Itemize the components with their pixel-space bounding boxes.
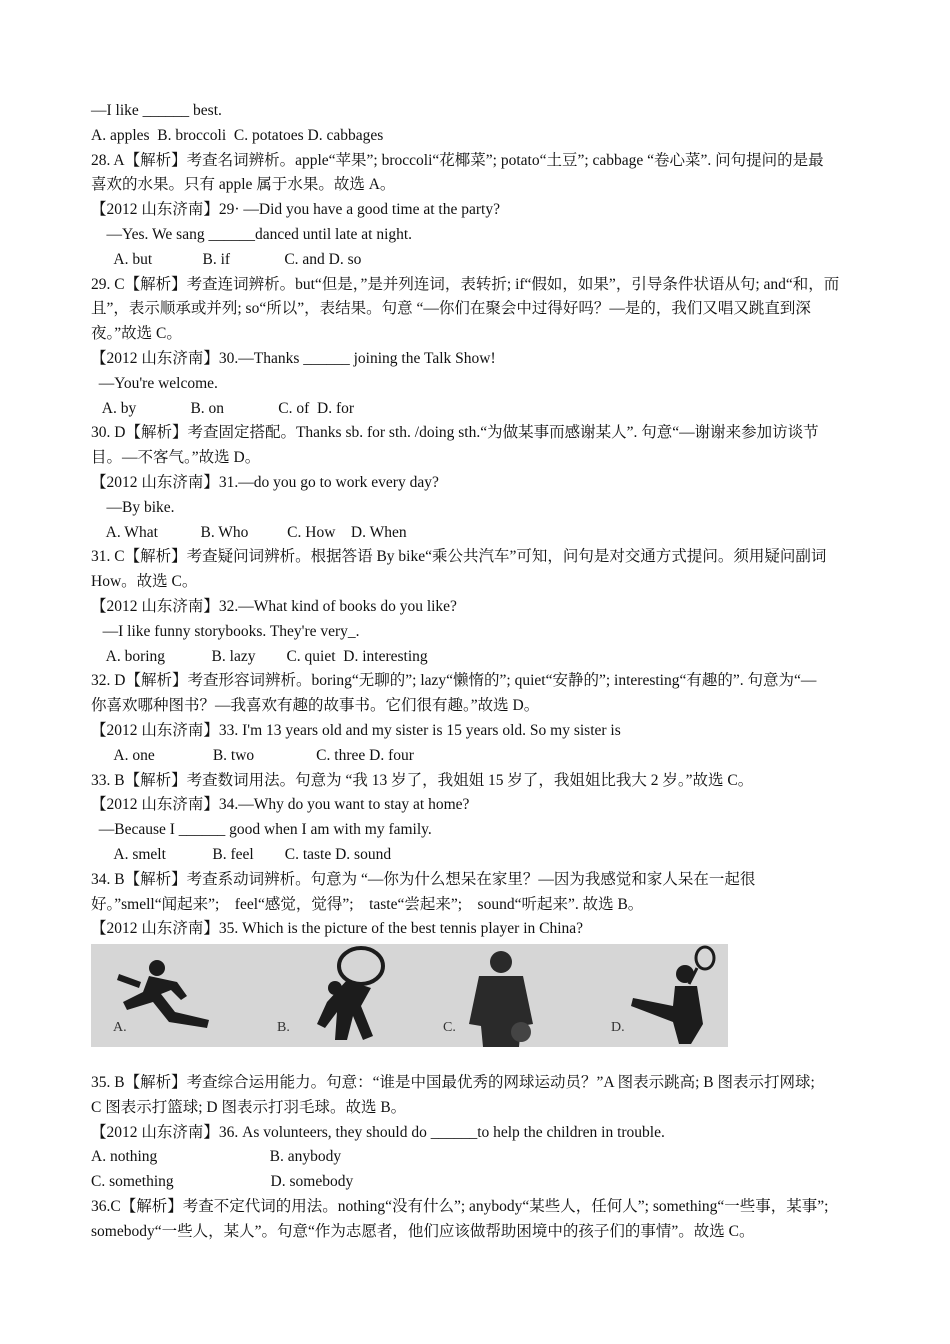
question-line: 【2012 山东济南】35. Which is the picture of the best tennis player in China? bbox=[91, 920, 584, 938]
text-line: —Because I ______ good when I am with my family. bbox=[91, 821, 432, 839]
figure-label-b: B. bbox=[277, 1020, 290, 1036]
options-line: C. something D. somebody bbox=[91, 1173, 354, 1191]
figure-label-d: D. bbox=[611, 1020, 625, 1036]
text-line: 35. B【解析】考查综合运用能力。句意：“谁是中国最优秀的网球运动员？”A 图表示跳高; B 图表示打网球; bbox=[91, 1074, 815, 1092]
text-line: —I like ______ best. bbox=[91, 102, 222, 119]
figure-label-c: C. bbox=[443, 1020, 456, 1036]
text-line: 你喜欢哪种图书？—我喜欢有趣的故事书。它们很有趣。”故选 D。 bbox=[91, 697, 540, 715]
options-line: A. but B. if C. and D. so bbox=[91, 250, 362, 268]
spacer bbox=[91, 1047, 866, 1071]
text-line: 目。—不客气。”故选 D。 bbox=[91, 449, 261, 467]
sports-picture-figure bbox=[91, 944, 728, 1047]
options-line: A. one B. two C. three D. four bbox=[91, 746, 414, 764]
text-line: 36.C【解析】考查不定代词的用法。nothing“没有什么”; anybody“某些人，任何人”; something“一些事，某事”; bbox=[91, 1198, 829, 1216]
text-line: 30. D【解析】考查固定搭配。Thanks sb. for sth. /doing sth.“为做某事而感谢某人”. 句意“—谢谢来参加访谈节 bbox=[91, 424, 819, 442]
question-line: 【2012 山东济南】29· —Did you have a good time at the party? bbox=[91, 201, 500, 219]
options-line: A. nothing B. anybody bbox=[91, 1148, 342, 1166]
text-line: 32. D【解析】考查形容词辨析。boring“无聊的”; lazy“懒惰的”; quiet“安静的”; interesting“有趣的”. 句意为“— bbox=[91, 672, 817, 690]
document-body bbox=[91, 99, 866, 1245]
question-line: 【2012 山东济南】36. As volunteers, they should do ______to help the children in trouble. bbox=[91, 1123, 665, 1141]
question-line: 【2012 山东济南】31.—do you go to work every day? bbox=[91, 473, 439, 491]
text-line: 夜。”故选 C。 bbox=[91, 325, 182, 343]
question-line: 【2012 山东济南】33. I'm 13 years old and my sister is 15 years old. So my sister is bbox=[91, 721, 621, 739]
text-line: 喜欢的水果。只有 apple 属于水果。故选 A。 bbox=[91, 176, 396, 194]
text-line: C 图表示打篮球; D 图表示打羽毛球。故选 B。 bbox=[91, 1098, 407, 1116]
question-line: 【2012 山东济南】30.—Thanks ______ joining the Talk Show! bbox=[91, 349, 496, 367]
text-line: 且”，表示顺承或并列; so“所以”，表结果。句意 “—你们在聚会中过得好吗？—是的，我们又唱又跳直到深 bbox=[91, 300, 811, 318]
text-line: 28. A【解析】考查名词辨析。apple“苹果”; broccoli“花椰菜”; potato“土豆”; cabbage “卷心菜”. 问句提问的是最 bbox=[91, 151, 824, 169]
question-line: 【2012 山东济南】32.—What kind of books do you like? bbox=[91, 597, 457, 615]
text-line: 29. C【解析】考查连词辨析。but“但是，”是并列连词，表转折; if“假如，如果”，引导条件状语从句; and“和，而 bbox=[91, 275, 840, 293]
text-line: How。故选 C。 bbox=[91, 573, 198, 591]
options-line: A. smelt B. feel C. taste D. sound bbox=[91, 845, 392, 863]
text-line: 31. C【解析】考查疑问词辨析。根据答语 By bike“乘公共汽车”可知，问句是对交通方式提问。须用疑问副词 bbox=[91, 548, 827, 566]
figure-label-a: A. bbox=[113, 1020, 127, 1036]
text-line: —Yes. We sang ______danced until late at night. bbox=[91, 225, 413, 243]
text-line: A. apples B. broccoli C. potatoes D. cabbages bbox=[91, 126, 384, 144]
text-line: —By bike. bbox=[91, 498, 175, 516]
text-line: 好。”smell“闻起来”; feel“感觉，觉得”; taste“尝起来”; sound“听起来”. 故选 B。 bbox=[91, 895, 644, 913]
text-line: 34. B【解析】考查系动词辨析。句意为 “—你为什么想呆在家里？—因为我感觉和家人呆在一起很 bbox=[91, 870, 756, 888]
question-line: 【2012 山东济南】34.—Why do you want to stay at home? bbox=[91, 796, 470, 814]
sports-figures-image bbox=[91, 944, 728, 1047]
text-line: —I like funny storybooks. They're very_. bbox=[91, 622, 360, 640]
options-line: A. boring B. lazy C. quiet D. interesting bbox=[91, 647, 428, 665]
options-line: A. by B. on C. of D. for bbox=[91, 399, 355, 417]
text-line: somebody“一些人，某人”。句意“作为志愿者，他们应该做帮助困境中的孩子们的事情”。故选 C。 bbox=[91, 1222, 755, 1240]
options-line: A. What B. Who C. How D. When bbox=[91, 523, 407, 541]
text-line: —You're welcome. bbox=[91, 374, 218, 392]
text-line: 33. B【解析】考查数词用法。句意为 “我 13 岁了，我姐姐 15 岁了，我姐姐比我大 2 岁。”故选 C。 bbox=[91, 771, 754, 789]
